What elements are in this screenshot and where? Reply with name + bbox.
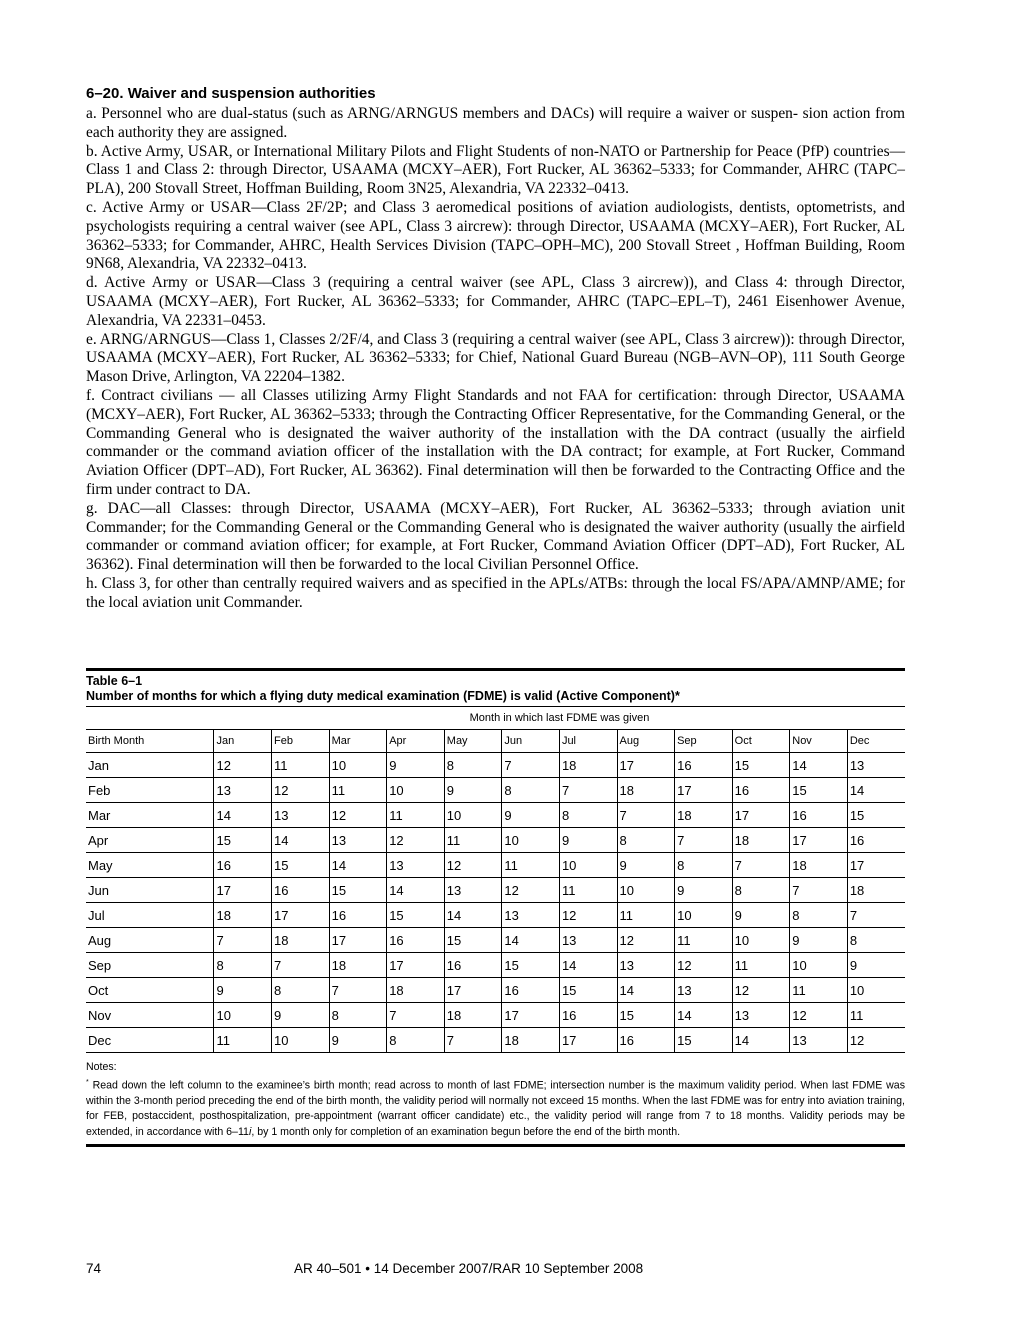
table-cell: 10 <box>502 828 560 853</box>
table-cell: 10 <box>214 1003 272 1028</box>
table-cell: 15 <box>847 803 905 828</box>
table-cell: 11 <box>559 878 617 903</box>
row-label: Aug <box>86 928 214 953</box>
table-cell: 15 <box>790 778 848 803</box>
row-label: Dec <box>86 1028 214 1053</box>
table-cell: 12 <box>214 753 272 778</box>
table-row <box>86 1003 905 1028</box>
table-cell: 12 <box>387 828 445 853</box>
table-cell: 16 <box>675 753 733 778</box>
table-cell: 17 <box>272 903 330 928</box>
table-cell: 18 <box>732 828 790 853</box>
table-cell: 16 <box>329 903 387 928</box>
table-cell: 14 <box>329 853 387 878</box>
table-cell: 9 <box>732 903 790 928</box>
span-header-row <box>86 707 905 730</box>
table-row <box>86 803 905 828</box>
page-number: 74 <box>86 1261 102 1276</box>
table-cell: 11 <box>272 753 330 778</box>
column-header: Aug <box>617 730 675 753</box>
table-cell: 13 <box>732 1003 790 1028</box>
column-header: Nov <box>790 730 848 753</box>
table-cell: 10 <box>790 953 848 978</box>
table-cell: 7 <box>329 978 387 1003</box>
notes-label: Notes: <box>86 1061 117 1073</box>
table-cell: 13 <box>790 1028 848 1053</box>
row-label: Jun <box>86 878 214 903</box>
table-cell: 15 <box>617 1003 675 1028</box>
row-label: May <box>86 853 214 878</box>
table-row <box>86 903 905 928</box>
table-cell: 14 <box>559 953 617 978</box>
table-cell: 12 <box>847 1028 905 1053</box>
table-cell: 14 <box>272 828 330 853</box>
table-cell: 7 <box>675 828 733 853</box>
table-cell: 17 <box>444 978 502 1003</box>
table-cell: 9 <box>329 1028 387 1053</box>
table-cell: 15 <box>387 903 445 928</box>
table-cell: 13 <box>387 853 445 878</box>
table-cell: 11 <box>444 828 502 853</box>
table-bottom-rule <box>86 1144 905 1147</box>
table-cell: 14 <box>732 1028 790 1053</box>
table-cell: 10 <box>272 1028 330 1053</box>
table-row <box>86 978 905 1003</box>
table-cell: 17 <box>675 778 733 803</box>
table-cell: 10 <box>387 778 445 803</box>
table-cell: 8 <box>559 803 617 828</box>
table-cell: 12 <box>675 953 733 978</box>
table-cell: 11 <box>790 978 848 1003</box>
table-cell: 15 <box>675 1028 733 1053</box>
table-cell: 7 <box>790 878 848 903</box>
row-label: Apr <box>86 828 214 853</box>
table-row <box>86 953 905 978</box>
column-header: Jul <box>559 730 617 753</box>
table-cell: 8 <box>329 1003 387 1028</box>
paragraph: d. Active Army or USAR—Class 3 (requiring a central waiver (see APL, Class 3 aircrew)), and Class 4: through Director, USAAMA (MCXY–AER), Fort Rucker, AL 36362–5333; for Commander, AHRC (TAPC–EPL–T), 2461 Eisenhower Avenue, Alexandria, VA 22331–0453. <box>86 274 905 329</box>
table-cell: 15 <box>214 828 272 853</box>
table-row <box>86 853 905 878</box>
table-cell: 11 <box>675 928 733 953</box>
column-header: Oct <box>732 730 790 753</box>
table-cell: 13 <box>502 903 560 928</box>
table-cell: 10 <box>675 903 733 928</box>
span-header: Month in which last FDME was given <box>214 707 905 730</box>
table-cell: 8 <box>214 953 272 978</box>
table-cell: 18 <box>675 803 733 828</box>
table-cell: 8 <box>617 828 675 853</box>
document-id: AR 40–501 • 14 December 2007/RAR 10 September 2008 <box>294 1261 644 1276</box>
table-cell: 16 <box>444 953 502 978</box>
column-header: Sep <box>675 730 733 753</box>
table-cell: 9 <box>502 803 560 828</box>
table-cell: 18 <box>502 1028 560 1053</box>
table-cell: 9 <box>444 778 502 803</box>
table-cell: 17 <box>732 803 790 828</box>
table-cell: 13 <box>444 878 502 903</box>
table-cell: 15 <box>272 853 330 878</box>
table-cell: 15 <box>444 928 502 953</box>
table-notes <box>86 1060 905 1140</box>
table-cell: 9 <box>272 1003 330 1028</box>
table-cell: 18 <box>790 853 848 878</box>
table-cell: 10 <box>847 978 905 1003</box>
table-cell: 7 <box>444 1028 502 1053</box>
table-cell: 14 <box>675 1003 733 1028</box>
table-cell: 7 <box>214 928 272 953</box>
table-cell: 13 <box>617 953 675 978</box>
table-cell: 13 <box>329 828 387 853</box>
table-cell: 13 <box>214 778 272 803</box>
table-cell: 18 <box>387 978 445 1003</box>
table-row <box>86 828 905 853</box>
table-caption: Number of months for which a flying duty medical examination (FDME) is valid (Active Component)* <box>86 689 680 703</box>
table-cell: 9 <box>214 978 272 1003</box>
paragraph: c. Active Army or USAR—Class 2F/2P; and Class 3 aeromedical positions of aviation audiologists, dentists, optometrists, and psychologists requiring a central waiver (see APL, Class 3 aircrew): through Director, USAAMA (MCXY–AER), Fort Rucker, AL 36362–5333; for Commander, AHRC, Health Services Division (TAPC–OPH–MC), 200 Stovall Street , Hoffman Building, Room 9N68, Alexandria, VA 22332–0413. <box>86 198 905 273</box>
table-cell: 9 <box>387 753 445 778</box>
table-cell: 7 <box>272 953 330 978</box>
column-header: Dec <box>847 730 905 753</box>
table-cell: 7 <box>559 778 617 803</box>
table-cell: 8 <box>387 1028 445 1053</box>
table-cell: 7 <box>387 1003 445 1028</box>
table-cell: 18 <box>214 903 272 928</box>
table-cell: 9 <box>847 953 905 978</box>
table-cell: 15 <box>502 953 560 978</box>
table-cell: 10 <box>329 753 387 778</box>
table-cell: 13 <box>675 978 733 1003</box>
table-cell: 11 <box>732 953 790 978</box>
paragraph: g. DAC—all Classes: through Director, USAAMA (MCXY–AER), Fort Rucker, AL 36362–5333; through aviation unit Commander; for the Commanding General or the Commanding General who is designated the waiver authority (usually the airfield commander or command aviation officer; for example, at Fort Rucker, Command Aviation Officer (DPT–AD), Fort Rucker, AL 36362). Final determination will then be forwarded to the local Civilian Personnel Office. <box>86 499 905 574</box>
table-cell: 16 <box>502 978 560 1003</box>
table-cell: 18 <box>444 1003 502 1028</box>
table-cell: 14 <box>387 878 445 903</box>
section-title: 6–20. Waiver and suspension authorities <box>86 85 376 102</box>
column-header: Jun <box>502 730 560 753</box>
table-row <box>86 928 905 953</box>
table-cell: 8 <box>444 753 502 778</box>
row-header: Birth Month <box>86 730 214 753</box>
table-cell: 9 <box>675 878 733 903</box>
table-cell: 18 <box>272 928 330 953</box>
table-cell: 17 <box>847 853 905 878</box>
table-cell: 17 <box>502 1003 560 1028</box>
table-cell: 18 <box>617 778 675 803</box>
column-header-row <box>86 730 905 753</box>
column-header: May <box>444 730 502 753</box>
table-cell: 16 <box>790 803 848 828</box>
table-cell: 14 <box>790 753 848 778</box>
table-cell: 14 <box>444 903 502 928</box>
table-cell: 17 <box>559 1028 617 1053</box>
table-cell: 11 <box>617 903 675 928</box>
table-cell: 12 <box>732 978 790 1003</box>
table-cell: 12 <box>790 1003 848 1028</box>
table-cell: 10 <box>444 803 502 828</box>
table-row <box>86 753 905 778</box>
note-text-2: , by 1 month only for completion of an examination begun before the end of the birth month. <box>251 1125 681 1138</box>
table-cell: 16 <box>272 878 330 903</box>
table-row <box>86 1028 905 1053</box>
table-cell: 12 <box>502 878 560 903</box>
table-cell: 13 <box>559 928 617 953</box>
table-cell: 7 <box>502 753 560 778</box>
table-cell: 11 <box>847 1003 905 1028</box>
table-6-1 <box>86 668 905 1147</box>
table-cell: 10 <box>559 853 617 878</box>
row-label: Jan <box>86 753 214 778</box>
table-cell: 14 <box>617 978 675 1003</box>
table-cell: 12 <box>617 928 675 953</box>
table-cell: 12 <box>272 778 330 803</box>
table-cell: 11 <box>329 778 387 803</box>
table-cell: 8 <box>502 778 560 803</box>
table-cell: 17 <box>617 753 675 778</box>
row-label: Nov <box>86 1003 214 1028</box>
table-cell: 16 <box>387 928 445 953</box>
table-cell: 12 <box>444 853 502 878</box>
table-cell: 16 <box>847 828 905 853</box>
table-cell: 11 <box>214 1028 272 1053</box>
table-cell: 16 <box>214 853 272 878</box>
section-6-20 <box>86 84 905 613</box>
table-cell: 10 <box>732 928 790 953</box>
span-header-blank <box>86 707 214 730</box>
row-label: Oct <box>86 978 214 1003</box>
table-cell: 11 <box>387 803 445 828</box>
table-cell: 15 <box>329 878 387 903</box>
table-cell: 8 <box>732 878 790 903</box>
column-header: Feb <box>272 730 330 753</box>
table-cell: 8 <box>272 978 330 1003</box>
table-cell: 17 <box>790 828 848 853</box>
row-label: Feb <box>86 778 214 803</box>
table-cell: 17 <box>214 878 272 903</box>
note-text-1: Read down the left column to the examinee’s birth month; read across to month of last FDME; intersection number is the maximum validity period. When last FDME was within the 3-month period preceding the end of the birth month, the validity period will normally not exceed 15 months. When the last FDME was for entry into aviation training, for FEB, postaccident, posthospitalization, pre-appointment (warrant officer candidate) etc., the validity period will range from 7 to 18 months. Validity periods may be extended, in accordance with 6–11 <box>86 1079 905 1138</box>
table-cell: 15 <box>559 978 617 1003</box>
note-marker: * <box>86 1079 89 1087</box>
table-cell: 14 <box>502 928 560 953</box>
table-cell: 16 <box>617 1028 675 1053</box>
section-paragraphs <box>86 105 905 613</box>
table-cell: 8 <box>675 853 733 878</box>
table-cell: 8 <box>790 903 848 928</box>
table-cell: 7 <box>617 803 675 828</box>
row-label: Jul <box>86 903 214 928</box>
table-cell: 14 <box>847 778 905 803</box>
column-header: Jan <box>214 730 272 753</box>
table-cell: 9 <box>617 853 675 878</box>
table-cell: 11 <box>502 853 560 878</box>
table-cell: 13 <box>847 753 905 778</box>
table-cell: 14 <box>214 803 272 828</box>
table-cell: 12 <box>559 903 617 928</box>
table-cell: 10 <box>617 878 675 903</box>
fdme-validity-table <box>86 706 905 1053</box>
table-cell: 9 <box>559 828 617 853</box>
table-cell: 8 <box>847 928 905 953</box>
row-label: Mar <box>86 803 214 828</box>
note-text <box>86 1075 905 1140</box>
paragraph: a. Personnel who are dual-status (such as ARNG/ARNGUS members and DACs) will require a waiver or suspen- sion action from each authority they are assigned. <box>86 105 905 141</box>
table-cell: 17 <box>329 928 387 953</box>
table-title: Table 6–1 <box>86 674 143 688</box>
table-cell: 16 <box>732 778 790 803</box>
table-row <box>86 778 905 803</box>
note-italic: i <box>248 1125 252 1138</box>
table-cell: 7 <box>847 903 905 928</box>
table-cell: 16 <box>559 1003 617 1028</box>
table-cell: 7 <box>732 853 790 878</box>
table-cell: 17 <box>387 953 445 978</box>
table-cell: 18 <box>329 953 387 978</box>
paragraph: f. Contract civilians — all Classes utilizing Army Flight Standards and not FAA for certification: through Director, USAAMA (MCXY–AER), Fort Rucker, AL 36362–5333; through the Contracting Officer Representative, for the Commanding General, or the Commanding General who is designated the waiver authority of the installation with the DA contract (usually the airfield commander or the command aviation officer of the installation with the DA contract; for example, at Fort Rucker, Command Aviation Officer (DPT–AD), Fort Rucker, AL 36362). Final determination will then be forwarded to the Contracting Office and the firm under contract to DA. <box>86 386 905 498</box>
table-cell: 15 <box>732 753 790 778</box>
paragraph: e. ARNG/ARNGUS—Class 1, Classes 2/2F/4, and Class 3 (requiring a central waiver (see APL, Class 3 aircrew)): through Director, USAAMA (MCXY–AER), Fort Rucker, AL 36362–5333; for Chief, National Guard Bureau (NGB–AVN–OP), 111 South George Mason Drive, Arlington, VA 22204–1382. <box>86 330 905 386</box>
row-label: Sep <box>86 953 214 978</box>
table-cell: 9 <box>790 928 848 953</box>
column-header: Mar <box>329 730 387 753</box>
paragraph: b. Active Army, USAR, or International Military Pilots and Flight Students of non-NATO or Partnership for Peace (PfP) countries—Class 1 and Class 2: through Director, USAAMA (MCXY–AER), Fort Rucker, AL 36362–5333; for Commander, AHRC (TAPC–PLA), 200 Stovall Street, Hoffman Building, Room 3N25, Alexandria, VA 22332–0413. <box>86 142 905 198</box>
table-cell: 13 <box>272 803 330 828</box>
paragraph: h. Class 3, for other than centrally required waivers and as specified in the APLs/ATBs: through the local FS/APA/AMNP/AME; for the local aviation unit Commander. <box>86 574 905 611</box>
column-header: Apr <box>387 730 445 753</box>
table-row <box>86 878 905 903</box>
table-cell: 12 <box>329 803 387 828</box>
table-cell: 18 <box>559 753 617 778</box>
table-cell: 18 <box>847 878 905 903</box>
